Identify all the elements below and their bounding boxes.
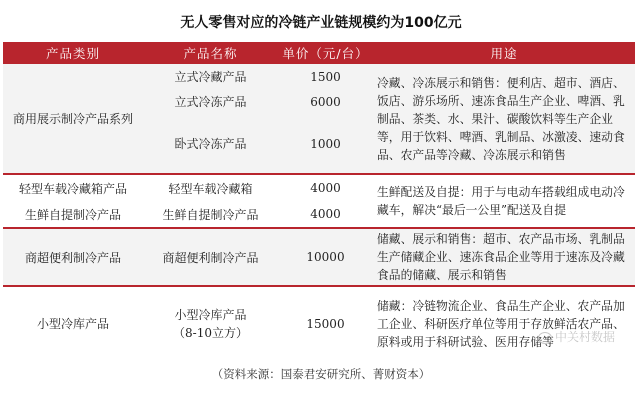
use-cell: 生鲜配送及自提：用于与电动车搭载组成电动冷藏车，解决“最后一公里”配送及自提 (373, 174, 635, 228)
product-name-cell: 立式冷冻产品 (143, 89, 278, 114)
watermark (538, 328, 615, 345)
price-cell: 6000 (278, 89, 373, 114)
price-cell: 15000 (278, 286, 373, 360)
use-cell: 储藏：冷链物流企业、食品生产企业、农产品加工企业、科研医疗单位等用于存放鲜活农产品、原料或用于科研试验、医用存储等 (373, 286, 635, 360)
product-name-cell: 立式冷藏产品 (143, 64, 278, 89)
table-title: 无人零售对应的冷链产业链规模约为100亿元 (180, 15, 462, 31)
header-use: 用途 (373, 42, 635, 64)
table-row (3, 64, 635, 89)
category-cell: 生鲜自提制冷产品 (3, 201, 143, 228)
product-name-cell: 轻型车载冷藏箱 (143, 174, 278, 201)
weibo-icon (538, 332, 552, 344)
price-cell: 1000 (278, 114, 373, 174)
category-cell: 商超便利制冷产品 (3, 228, 143, 286)
header-product-name: 产品名称 (143, 42, 278, 64)
use-cell: 储藏、展示和销售：超市、农产品市场、乳制品生产储藏企业、速冻食品企业等用于速冻及冷藏食品的储藏、展示和销售 (373, 228, 635, 286)
product-name-cell (143, 286, 278, 360)
category-cell: 商用展示制冷产品系列 (3, 64, 143, 174)
header-category: 产品类别 (3, 42, 143, 64)
table-row (3, 286, 635, 360)
category-cell: 小型冷库产品 (3, 286, 143, 360)
header-row (3, 42, 635, 64)
price-cell: 4000 (278, 174, 373, 201)
price-cell: 10000 (278, 228, 373, 286)
price-cell: 1500 (278, 64, 373, 89)
table-row (3, 228, 635, 286)
product-name-cell: 商超便利制冷产品 (143, 228, 278, 286)
table-row (3, 174, 635, 201)
price-cell: 4000 (278, 201, 373, 228)
product-name-cell: 卧式冷冻产品 (143, 114, 278, 174)
source-note: （资料来源：国泰君安研究所、菁财资本） (211, 367, 431, 381)
product-name-cell: 生鲜自提制冷产品 (143, 201, 278, 228)
product-size-line: （8-10立方） (173, 325, 248, 340)
use-cell: 冷藏、冷冻展示和销售：便利店、超市、酒店、饭店、游乐场所、速冻食品生产企业、啤酒、乳制品、茶类、水、果汁、碳酸饮料等生产企业等，用于饮料、啤酒、乳制品、冰激凌、速动食品、农产品等冷藏、冷冻展示和销售 (373, 64, 635, 174)
product-name-line: 小型冷库产品 (174, 307, 247, 322)
watermark-text: 中关村数据 (555, 330, 616, 344)
category-cell: 轻型车载冷藏箱产品 (3, 174, 143, 201)
cold-chain-table (3, 42, 635, 360)
header-unit-price: 单价（元/台） (278, 42, 373, 64)
